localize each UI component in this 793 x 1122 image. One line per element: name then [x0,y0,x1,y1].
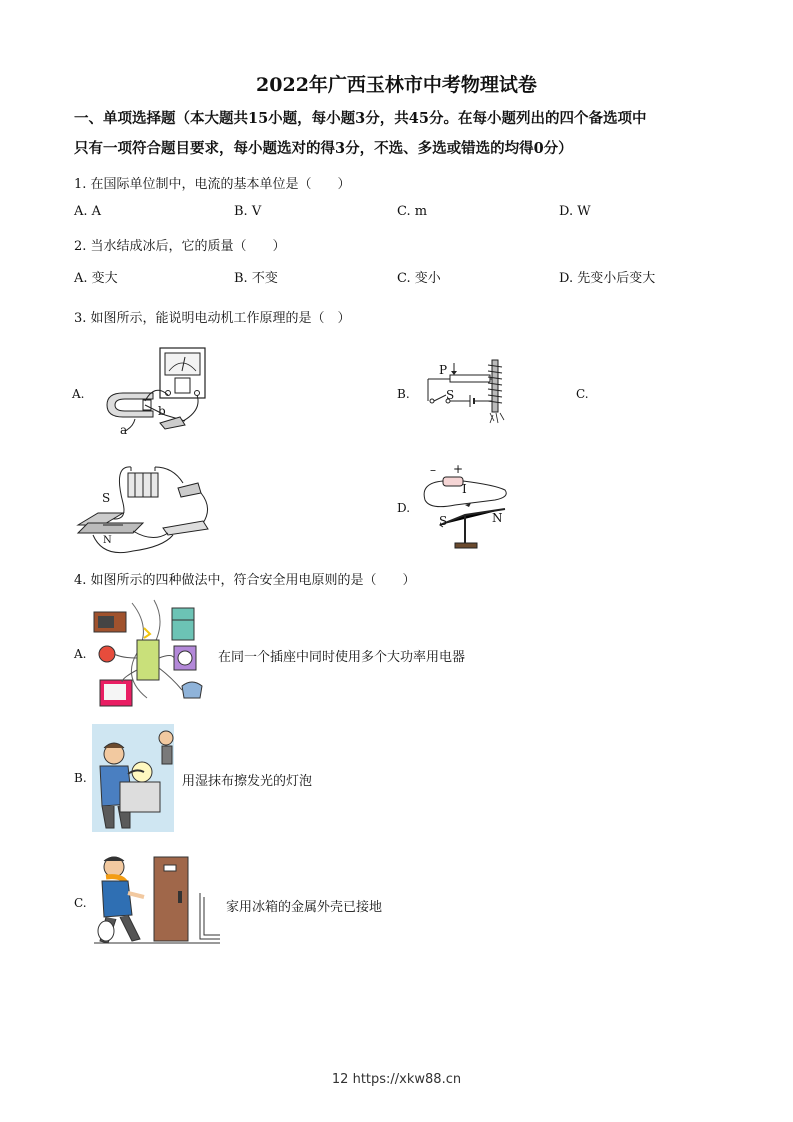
figure-overloaded-socket-illustration [92,598,214,710]
figure-a-label-b: b [158,404,166,418]
q2-option-d: D. 先变小后变大 [559,271,656,286]
page-footer: 12 https://xkw88.cn [331,1072,462,1087]
q4-label-b: B. [74,771,87,785]
q4-option-a-text: 在同一个插座中同时使用多个大功率用电器 [218,650,466,665]
section-heading-line2: 只有一项符合题目要求，每小题选对的得3分，不选、多选或错选的均得0分） [74,140,573,157]
figure-c-label-s: S [102,491,111,505]
figure-d-label-plus: + [453,462,464,476]
page-title: 2022年广西玉林市中考物理试卷 [256,74,537,96]
figure-c-label-n: N [103,535,112,546]
figure-d-label-i: I [462,482,467,496]
q2-option-c: C. 变小 [397,271,441,286]
q4-label-a: A. [74,647,87,661]
figure-grounded-fridge-illustration [92,853,222,949]
q3-stem: 3. 如图所示，能说明电动机工作原理的是（ ） [74,311,351,326]
figure-b-electromagnet-circuit [420,355,520,425]
q3-label-c: C. [576,387,589,401]
q3-label-d: D. [397,501,411,515]
q3-label-b: B. [397,387,410,401]
q2-option-b: B. 不变 [234,271,278,286]
q4-option-b-text: 用湿抹布擦发光的灯泡 [182,774,313,789]
q1-option-d: D. W [559,204,591,219]
q3-label-a: A. [72,387,85,401]
q1-option-b: B. V [234,204,262,219]
q2-option-a: A. 变大 [74,271,118,286]
figure-d-label-n: N [492,511,503,525]
figure-c-motor-circuit [73,463,218,558]
figure-a-label-a: a [120,423,128,437]
figure-b-label-p: P [439,363,448,377]
q1-option-c: C. m [397,204,428,219]
figure-d-label-minus: – [430,463,436,477]
figure-b-label-s: S [446,388,455,402]
figure-wet-cloth-bulb-illustration [92,724,174,832]
q4-option-c-text: 家用冰箱的金属外壳已接地 [226,900,383,915]
q4-label-c: C. [74,896,87,910]
q2-stem: 2. 当水结成冰后，它的质量（ ） [74,239,286,254]
q1-stem: 1. 在国际单位制中，电流的基本单位是（ ） [74,177,351,192]
figure-d-wire-over-compass [415,465,520,555]
figure-d-label-s: S [439,514,448,528]
q1-option-a: A. A [74,204,102,219]
section-heading-line1: 一、单项选择题（本大题共15小题，每小题3分，共45分。在每小题列出的四个备选项中 [74,110,647,127]
q4-stem: 4. 如图所示的四种做法中，符合安全用电原则的是（ ） [74,573,416,588]
